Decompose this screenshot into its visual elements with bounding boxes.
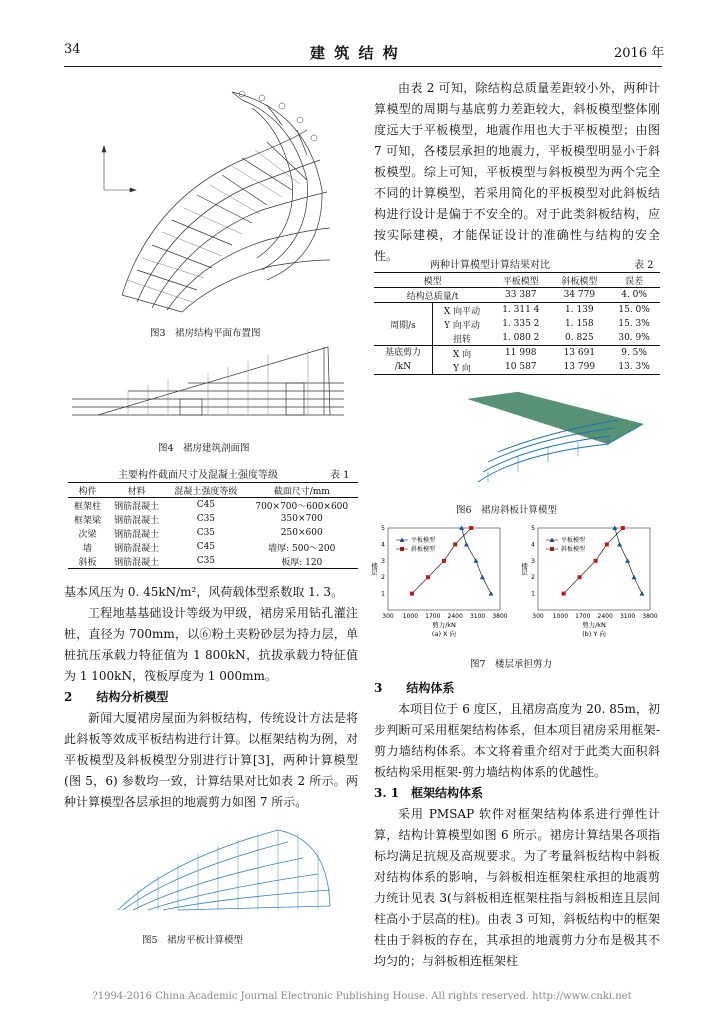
table-cell: 钢筋混凝土 [114, 557, 160, 568]
y-tick-label: 2 [381, 574, 385, 582]
chart-y-direction [520, 525, 658, 638]
table-cell: C35 [196, 556, 216, 566]
table-cell: C35 [196, 528, 216, 538]
data-point-flat [617, 542, 622, 547]
table-cell: 13. 3% [618, 362, 650, 372]
table1-header: 材料 [127, 486, 146, 497]
table-cell: 框架梁 [74, 515, 102, 526]
fig4-caption: 图4 裙房建筑剖面图 [158, 443, 250, 454]
table-cell: 15. 0% [618, 305, 650, 315]
data-point-slope [453, 542, 457, 546]
fig5-flat-model [108, 820, 338, 916]
data-point-slope [578, 575, 582, 579]
chart-subtitle: (b) Y 向 [582, 630, 606, 638]
y-axis-label: 楼层 [370, 562, 378, 576]
table2-header: 模型 [423, 276, 442, 287]
header-rule [64, 66, 662, 67]
table-cell: X 向 [452, 349, 472, 360]
table-cell: 700×700～600×600 [255, 501, 349, 512]
x-tick-label: 2400 [447, 613, 463, 620]
table-cell: 250×600 [280, 528, 323, 538]
table-row [68, 498, 358, 513]
x-tick-label: 1700 [575, 613, 591, 620]
table-cell: 周期/s [374, 303, 432, 346]
legend-label: 平板模型 [561, 537, 586, 544]
y-axis-label: 楼层 [520, 562, 528, 576]
table2-title: 两种计算模型计算结果对比 [430, 260, 550, 271]
data-point-slope [594, 559, 598, 563]
data-point-flat [474, 558, 479, 563]
x-tick-label: 1700 [425, 613, 441, 620]
table-cell: 350×700 [280, 514, 323, 524]
right-body-bottom [374, 678, 660, 972]
table-cell: C35 [196, 514, 216, 524]
fig6-caption: 图6 裙房斜板计算模型 [456, 505, 558, 516]
x-tick-label: 1000 [552, 613, 569, 620]
table-cell: 13 691 [563, 348, 596, 358]
table2-header: 斜板模型 [561, 276, 598, 287]
table-cell: X 向平动 [443, 306, 481, 317]
table-cell: 15. 3% [618, 319, 650, 329]
fig3-caption: 图3 裙房结构平面布置图 [150, 328, 261, 339]
fig6-slope-model [458, 384, 650, 484]
x-tick-label: 1000 [402, 613, 419, 620]
page-number: 34 [64, 42, 81, 57]
table-cell: 4. 0% [621, 290, 647, 300]
table-row [68, 526, 358, 540]
legend-label: 斜板模型 [561, 546, 586, 553]
table-row [68, 540, 358, 554]
paragraph: 新闻大厦裙房屋面为斜板结构，传统设计方法是将此斜板等效成平板结构进行计算。以框架结构为例，对平板模型及斜板模型分别进行计算[3]，两种计算模型(图 5，6) 参数均一致，计算结果对比如表 2 所示。两种计算模型各层承担的地震剪力如图 7 所示。 [64, 711, 358, 809]
table-cell: 11 998 [505, 348, 537, 358]
data-point-slope [469, 526, 473, 530]
paragraph: 工程地基基础设计等级为甲级，裙房采用钻孔灌注桩，直径为 700mm，以⑥粉土夹粉砂层为持力层，单桩抗压承载力特征值为 1 800kN，抗拔承载力特征值为 1 100kN，筏板厚度为 1 000mm。 [64, 606, 358, 683]
table-cell: 1. 080 2 [502, 333, 540, 343]
paragraph: 本项目位于 6 度区，且裙房高度为 20. 85m，初步判断可采用框架结构体系，但本项目裙房采用框架-剪力墙结构体系。本文将着重介绍对于此类大面积斜板结构采用框架-剪力墙结构体系的优越性。 [374, 702, 660, 779]
shear-unit: /kN [394, 362, 412, 372]
x-tick-label: 300 [382, 613, 394, 620]
chart-x-direction [370, 525, 508, 638]
paragraph: 基本风压为 0. 45kN/m²，风荷载体型系数取 1. 3。 [64, 585, 344, 599]
table-cell: 框架柱 [74, 501, 102, 512]
paragraph: 由表 2 可知，除结构总质量差距较小外，两种计算模型的周期与基底剪力差距较大，斜板模型整体刚度远大于平板模型，地震作用也大于平板模型；由图 7 可知，各楼层承担的地震力，平板模型明显小于斜板模型。综上可知，平板模型与斜板模型为两个完全不同的计算模型，若采用简化的平板模型对此斜板结构进行设计是偏于不安全的。对于此类斜板结构，应按实际建模，才能保证设计的准确性与结构的安全性。 [374, 81, 660, 263]
table-cell [374, 346, 432, 375]
fig5-caption: 图5 裙房平板计算模型 [142, 935, 244, 946]
y-tick-label: 5 [531, 525, 535, 532]
data-point-slope [442, 559, 446, 563]
x-axis-label: 剪力/kN [582, 621, 606, 629]
table-row [374, 346, 660, 361]
section-heading: 2 结构分析模型 [64, 690, 169, 704]
table2 [374, 272, 660, 375]
x-tick-label: 3100 [619, 613, 636, 620]
watermark: ?1994-2016 China Academic Journal Electronic Publishing House. All rights reserved. http://www.cnki.net [92, 991, 632, 1002]
table1-header: 截面尺寸/mm [273, 486, 330, 497]
table-cell: 墙厚: 500～200 [268, 543, 336, 554]
table-row [374, 288, 660, 303]
right-body-top [374, 78, 660, 267]
table1-label: 表 1 [330, 470, 350, 481]
table2-header: 误差 [625, 276, 644, 287]
table2-label: 表 2 [634, 260, 654, 271]
journal-title: 建 筑 结 构 [310, 44, 400, 62]
table-cell: Y 向平动 [444, 320, 480, 331]
table-cell: 34 779 [563, 290, 596, 300]
table-cell: 墙 [83, 543, 93, 554]
table1-header: 构件 [78, 486, 97, 497]
data-point-flat [480, 575, 485, 580]
table1-title: 主要构件截面尺寸及混凝土强度等级 [118, 470, 278, 481]
y-tick-label: 4 [381, 541, 385, 549]
data-point-slope [562, 592, 566, 596]
chart-subtitle: (a) X 向 [431, 630, 457, 638]
fig3-plan-drawing [92, 80, 332, 316]
table-row [68, 554, 358, 569]
table1 [68, 482, 358, 569]
section-heading: 3. 1 框架结构体系 [374, 786, 484, 800]
y-tick-label: 2 [531, 574, 535, 582]
table-cell: Y 向 [453, 363, 471, 374]
x-tick-label: 2400 [597, 613, 613, 620]
y-tick-label: 1 [381, 590, 385, 598]
legend-label: 平板模型 [411, 537, 436, 544]
paragraph: 采用 PMSAP 软件对框架结构体系进行弹性计算，结构计算模型如图 6 所示。裙房计算结果各项指标均满足抗规及高规要求。为了考量斜板结构中斜板对结构体系的影响，与斜板相连框架柱承担的地震剪力统计见表 3(与斜板相连框架柱指与斜板相连且层间柱高小于层高的柱)。由表 3 可知，斜板结构中的框架柱由于斜板的存在，其承担的地震剪力分布是极其不均匀的；与斜板相连框架柱 [374, 807, 660, 968]
table-cell: 钢筋混凝土 [114, 543, 160, 554]
table-cell: 钢筋混凝土 [114, 515, 160, 526]
shear-label: 基底剪力 [384, 348, 421, 358]
data-point-slope [410, 592, 414, 596]
x-tick-label: 3100 [469, 613, 486, 620]
table1-header: 混凝土强度等级 [174, 486, 238, 497]
data-point-flat [640, 591, 645, 596]
data-point-flat [489, 591, 494, 596]
y-tick-label: 4 [531, 541, 535, 549]
table-cell: C45 [196, 542, 216, 552]
table-cell: 30. 9% [618, 333, 650, 343]
y-tick-label: 3 [381, 557, 385, 565]
y-tick-label: 1 [531, 590, 535, 598]
table-cell: C45 [196, 500, 216, 510]
table-cell: 1. 335 2 [502, 319, 540, 329]
fig4-section-drawing [68, 345, 348, 427]
data-point-slope [426, 575, 430, 579]
table-row [374, 303, 660, 318]
left-body [64, 582, 358, 813]
x-tick-label: 3800 [642, 613, 658, 620]
data-point-flat [632, 575, 637, 580]
table-cell: 板厚: 120 [281, 557, 323, 568]
data-point-flat [625, 558, 630, 563]
y-tick-label: 5 [381, 525, 385, 532]
data-point-flat [464, 542, 469, 547]
issue-year: 2016 年 [614, 46, 665, 61]
table-cell: 扭转 [453, 334, 472, 345]
table-row [68, 512, 358, 526]
table-cell: 33 387 [505, 290, 537, 300]
x-tick-label: 3800 [492, 613, 508, 620]
fig7-caption: 图7 楼层承担剪力 [470, 659, 553, 670]
x-tick-label: 300 [532, 613, 544, 620]
x-axis-label: 剪力/kN [432, 621, 456, 629]
table-cell: 1. 311 4 [502, 305, 540, 315]
fig7-chart [366, 522, 662, 642]
y-tick-label: 3 [531, 557, 535, 565]
table-cell: 钢筋混凝土 [114, 529, 160, 540]
table-cell: 9. 5% [621, 348, 647, 358]
table-cell: 13 799 [563, 362, 596, 372]
table2-header: 平板模型 [502, 276, 539, 287]
table-cell: 10 587 [505, 362, 537, 372]
table-cell: 次梁 [78, 529, 97, 540]
section-heading: 3 结构体系 [374, 681, 455, 695]
data-point-slope [605, 542, 609, 546]
table-cell: 钢筋混凝土 [114, 501, 160, 512]
legend-label: 斜板模型 [411, 546, 436, 553]
data-point-slope [621, 526, 625, 530]
table-cell: 1. 158 [565, 319, 594, 329]
table-cell: 0. 825 [565, 333, 594, 343]
table-cell: 斜板 [78, 557, 97, 568]
table-cell: 结构总质量/t [406, 291, 459, 302]
table-cell: 1. 139 [565, 305, 594, 315]
